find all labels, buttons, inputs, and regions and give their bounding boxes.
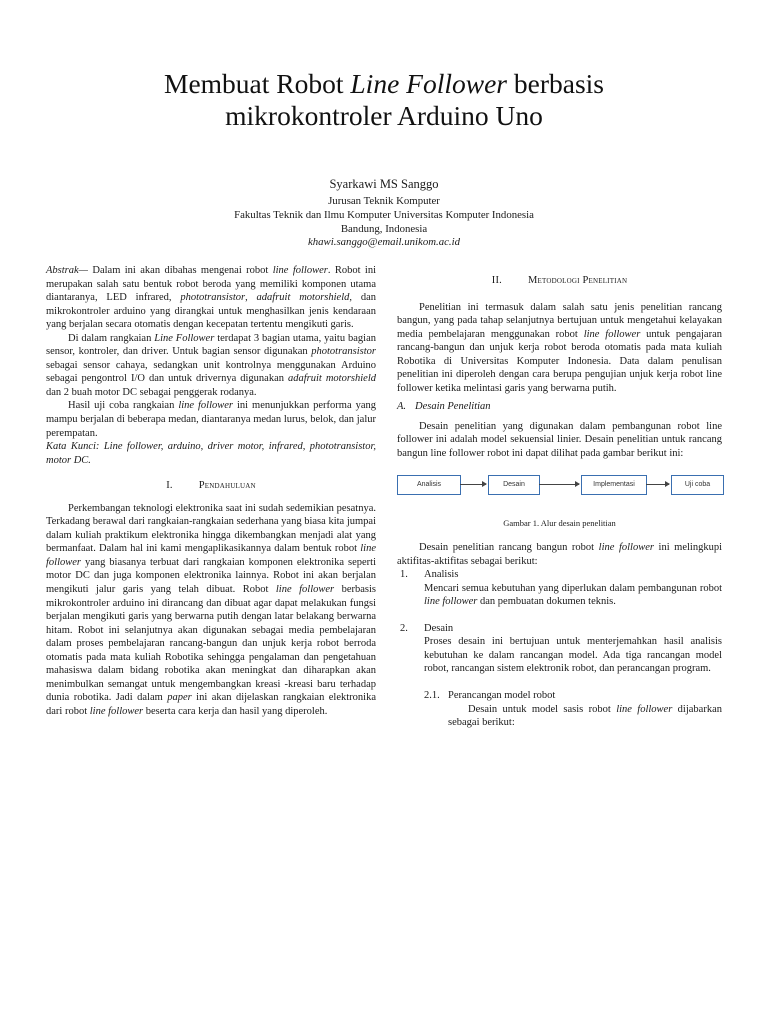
flow-arrow-3	[646, 484, 669, 485]
text-run: Desain penelitian rancang bangun robot	[419, 542, 599, 554]
title-text: Membuat Robot	[164, 68, 351, 99]
text-run: , dan mikrokontroler arduino yang dirangkai untuk menghasilkan jenis kendaraan yang berjalan secara otomatis dengan kecepatan tertentu mengikuti garis.	[46, 292, 376, 331]
method-paragraph-2: Desain penelitian yang digunakan dalam pembangunan robot line follower ini adalah model sekuensial linier. Desain penelitian untuk rancang bangun line follower robot ini dapat dilihat pada gambar berikut ini:	[397, 420, 722, 460]
text-run: . Robot ini merupakan salah satu bentuk robot beroda yang memiliki komponen utama diantaranya, LED infrared,	[46, 265, 376, 304]
flow-box-uji-coba: Uji coba	[671, 475, 724, 495]
section-1-title: Pendahuluan	[198, 480, 256, 492]
italic-term: phototransistor	[311, 346, 376, 358]
italic-term: phototransistor	[180, 292, 246, 304]
sub-item-marker: 2.1.	[424, 690, 440, 702]
italic-term: line follower	[89, 705, 144, 717]
text-run: berbasis mikrokontroler arduino ini dirancang dan dibuat agar dapat melakukan fungsi berjalan mengikuti garis yang berwarna putih dengan latar belakang berwarna hitam. Robot ini selanjutnya akan digunakan sebagai media pembelajaran dalam proses pembelajaran rancang-bangun dan unjuk kerja robot berroda otomatis pada mata kuliah Robotika sehingga pengalaman dan pengetahuan mahasiswa dalam bidang robotika akan meningkat dan diharapkan akan menimbulkan semangat untuk mengembangkan kreasi -kreasi baru terhadap dunia robotika. Jadi dalam	[46, 584, 376, 704]
text-run: Proses desain ini bertujuan untuk menterjemahkan hasil analisis kebutuhan ke dalam rancangan model. Ada tiga rancangan model robot, rancangan sistem elektronik robot, dan perancangan program.	[424, 636, 722, 675]
text-run: untuk pengajaran rancang-bangun dan unjuk kerja robot beroda otomatis pada mata kuliah Robotika di Universitas Komputer Indonesia. Data dalam penulisan penelitian ini diperoleh dengan cara berupa pengujian unjuk kerja robot line follower ketika melintasi garis yang berwarna putih.	[397, 328, 722, 394]
text-run: ini menunjukkan performa yang mampu berjalan di beberapa medan, diantaranya medan lurus, belok, dan jalur perempatan.	[46, 400, 376, 439]
list-marker: 1.	[400, 569, 408, 581]
intro-paragraph	[46, 502, 376, 719]
sub-item-title: Perancangan model robot	[448, 690, 556, 702]
paper-title	[60, 68, 708, 132]
italic-term: line follower	[275, 584, 335, 596]
right-column	[397, 264, 722, 730]
text-run: ,	[245, 292, 257, 304]
abstract-paragraph-2	[46, 332, 376, 400]
text-run: ini akan dijelaskan rangkaian elektronika dari robot	[46, 692, 377, 717]
flow-box-analisis: Analisis	[397, 475, 461, 495]
sub-item-2-1	[397, 689, 722, 703]
method-text-3	[397, 542, 722, 567]
text-run: yang biasanya terbuat dari rangkaian komponen elektronika seperti motor DC dan juga komponen elektronika lainnya. Robot ini akan berjalan mengikuti jalur garis yang telah dibuat. Robot	[46, 556, 376, 596]
title-italic-text: Line Follower	[350, 68, 507, 99]
list-item-title: Analisis	[424, 569, 459, 581]
text-run: Hasil uji coba rangkaian	[68, 400, 179, 412]
flow-arrow-2	[539, 484, 579, 485]
italic-term: line follower	[598, 542, 654, 554]
text-run: terdapat 3 bagian utama, yaitu bagian sensor, kontroler, dan driver. Untuk bagian sensor digunakan	[46, 332, 376, 358]
abstract-text-1	[46, 265, 376, 330]
text-run: Di dalam rangkaian	[68, 332, 155, 344]
list-item-body-text	[424, 583, 722, 608]
author-email[interactable]: khawi.sanggo@email.unikom.ac.id	[307, 236, 461, 249]
flow-box-desain: Desain	[488, 475, 540, 495]
subsection-a-label: A.	[397, 401, 407, 413]
sub-item-body-text	[448, 703, 722, 730]
author-department: Jurusan Teknik Komputer	[328, 195, 440, 207]
flow-box-implementasi: Implementasi	[581, 475, 647, 495]
italic-term: line follower	[46, 543, 376, 568]
text-run: Mencari semua kebutuhan yang diperlukan dalam pembangunan robot	[424, 582, 722, 594]
author-faculty: Fakultas Teknik dan Ilmu Komputer Universitas Komputer Indonesia	[234, 208, 534, 221]
abstract-text-3	[46, 400, 376, 438]
list-item-body	[424, 635, 722, 676]
text-run: Perkembangan teknologi elektronika saat ini sudah sedemikian pesatnya. Terkadang berawal dari rangkaian-rangkaian sederhana yang biasa kita jumpai dalam kuliah praktikum elektronika hingga dikembangkan menjadi alat yang bermanfaat. Dalam hal ini kami mengaplikasikannya dalam bentuk robot	[46, 502, 376, 555]
abstract-text-2	[46, 333, 376, 398]
italic-term: line follower	[178, 400, 234, 412]
italic-term: paper	[167, 692, 192, 704]
abstract-paragraph-1	[46, 264, 376, 332]
figure-caption: Gambar 1. Alur desain penelitian	[503, 517, 616, 528]
title-line-1	[60, 68, 708, 100]
italic-term: adafruit motorshield	[287, 373, 376, 385]
text-run: Dalam ini akan dibahas mengenai robot	[88, 265, 273, 276]
italic-term: line follower	[583, 328, 641, 340]
text-run: ini melingkupi aktifitas-aktifitas sebagai berikut:	[397, 542, 722, 567]
section-heading-2	[397, 274, 722, 288]
author-block	[60, 176, 708, 250]
text-run: beserta cara kerja dan hasil yang diperoleh.	[143, 705, 328, 717]
left-column	[46, 264, 376, 719]
title-line-2: mikrokontroler Arduino Uno	[225, 100, 543, 131]
section-2-title: Metodologi Penelitian	[527, 275, 628, 286]
list-item-desain	[397, 622, 722, 676]
abstract-label: Abstrak—	[46, 265, 88, 276]
subsection-a-title: Desain Penelitian	[415, 401, 491, 413]
list-marker: 2.	[400, 622, 408, 634]
list-item-title: Desain	[424, 622, 454, 634]
italic-term: line follower	[424, 596, 478, 608]
italic-term: line follower	[272, 265, 328, 276]
text-run: sebagai sensor cahaya, sedangkan unit kontrolnya menggunakan Arduino sebagai pengontrol I/O dan untuk drivernya digunakan	[46, 359, 376, 385]
sub-item-body	[397, 703, 722, 730]
method-paragraph-1	[397, 301, 722, 396]
italic-term: line follower	[616, 703, 673, 715]
title-text-end: berbasis	[507, 68, 604, 99]
intro-text	[46, 503, 376, 717]
text-run: dijabarkan sebagai berikut:	[448, 703, 722, 729]
text-run: Desain untuk model sasis robot	[468, 703, 617, 715]
italic-term: adafruit motorshield	[256, 292, 350, 304]
research-flow-diagram	[397, 475, 722, 499]
list-item-analisis	[397, 568, 722, 609]
italic-term: Line Follower	[154, 332, 215, 344]
section-2-number: II.	[491, 275, 502, 286]
list-item-body-text	[424, 636, 722, 674]
flow-arrow-1	[460, 484, 486, 485]
abstract-paragraph-3	[46, 399, 376, 440]
section-heading-1	[46, 479, 376, 493]
method-text-1	[397, 302, 722, 394]
author-name: Syarkawi MS Sanggo	[329, 177, 439, 191]
text-run: dan 2 buah motor DC sebagai penggerak rodanya.	[46, 386, 257, 398]
text-run: dan pembuatan dokumen teknis.	[477, 596, 616, 608]
list-item-body	[424, 582, 722, 609]
text-run: Penelitian ini termasuk dalam salah satu jenis penelitian rancang bangun, yang pada tahap selanjutnya bertujuan untuk mengetahui kelayakan media pembelajaran menggunakan robot	[397, 301, 722, 340]
keywords: Kata Kunci: Line follower, arduino, driver motor, infrared, phototransistor, motor DC.	[46, 441, 376, 466]
subsection-a-heading	[397, 400, 722, 414]
section-1-number: I.	[166, 480, 173, 492]
author-city: Bandung, Indonesia	[340, 222, 428, 235]
method-paragraph-3	[397, 541, 722, 568]
